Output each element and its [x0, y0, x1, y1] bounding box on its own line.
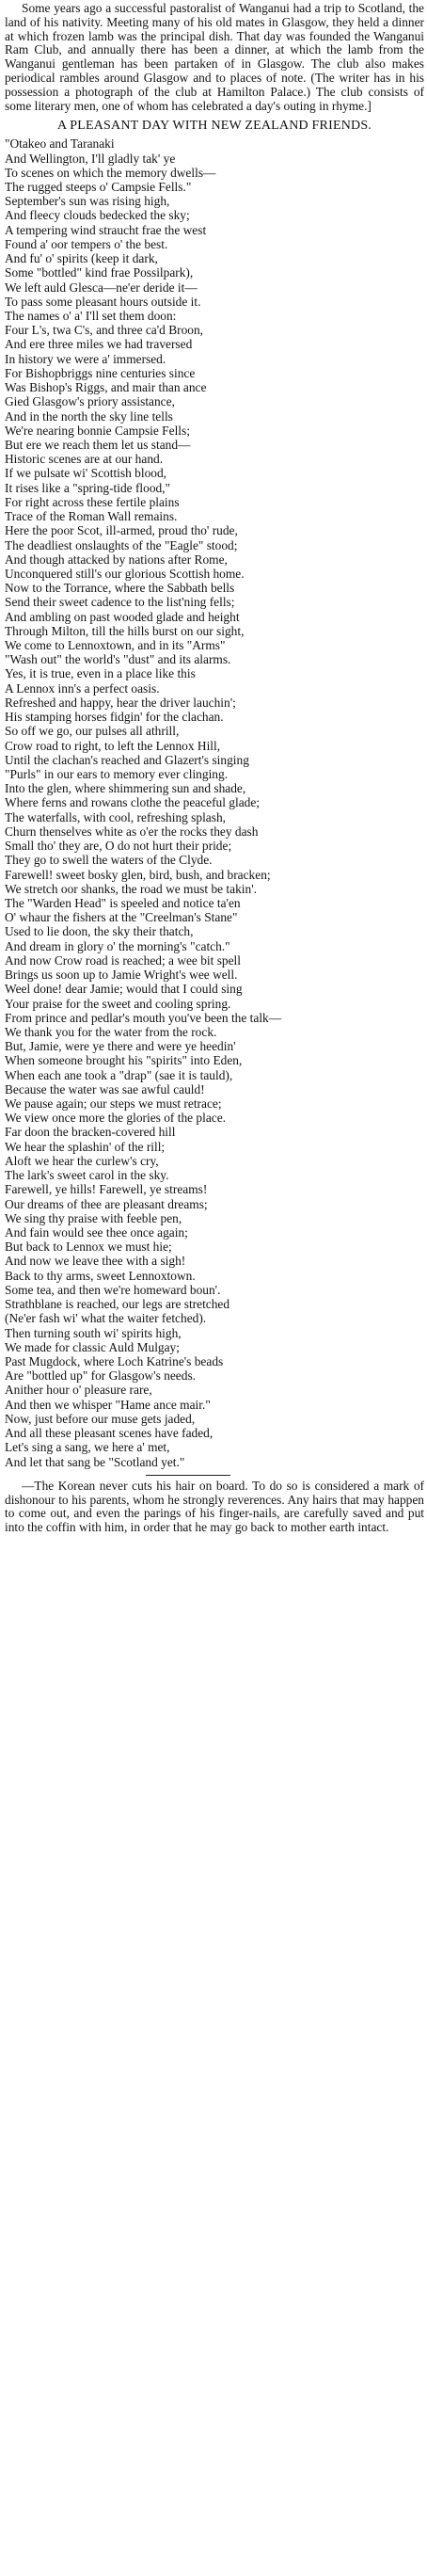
- poem-line: We thank you for the water from the rock.: [5, 1024, 217, 1039]
- poem-line: We stretch oor shanks, the road we must be takin'.: [5, 881, 257, 896]
- poem-line: They go to swell the waters of the Clyde.: [5, 853, 213, 868]
- poem-line: And though attacked by nations after Rome,: [5, 552, 228, 567]
- poem-line: The names o' a' I'll set them doon:: [5, 309, 177, 323]
- poem-line: Are "bottled up" for Glasgow's needs.: [5, 1368, 197, 1384]
- poem-line: Past Mugdock, where Loch Katrine's beads: [5, 1353, 224, 1368]
- poem-line: Farewell! sweet bosky glen, bird, bush, and bracken;: [5, 867, 271, 882]
- poem-line: Refreshed and happy, hear the driver lauchin';: [5, 695, 236, 710]
- poem-line: And fleecy clouds bedecked the sky;: [5, 208, 190, 223]
- poem-line: Far doon the bracken-covered hill: [5, 1125, 176, 1140]
- poem-line: "Purls" in our ears to memory ever clinging.: [5, 767, 229, 781]
- poem-line: We left auld Glesca—ne'er deride it—: [5, 280, 198, 295]
- poem-line: His stamping horses fidgin' for the clachan.: [5, 710, 224, 725]
- poem-line: We made for classic Auld Mulgay;: [5, 1339, 180, 1354]
- poem-line: The rugged steeps o' Campsie Fells.": [5, 180, 192, 195]
- poem-line: And Wellington, I'll gladly tak' ye: [5, 151, 176, 166]
- poem-line: To pass some pleasant hours outside it.: [5, 294, 201, 309]
- poem-line: And ambling on past wooded glade and height: [5, 609, 240, 624]
- poem-line: The deadliest onslaughts of the "Eagle" stood;: [5, 537, 238, 552]
- poem-line: Anither hour o' pleasure rare,: [5, 1383, 152, 1398]
- poem-line: We sing thy praise with feeble pen,: [5, 1210, 182, 1225]
- closing-paragraph: —The Korean never cuts his hair on board. To do so is considered a mark of dishonour to his parents, whom he strongly reverences. Any hairs that may happen to come out, and even the parings of his finger-nails, are carefully saved and put into the coffin with him, in order that he may go back to mother earth intact.: [5, 1478, 424, 1535]
- poem-line: A Lennox inn's a perfect oasis.: [5, 680, 160, 696]
- poem-line: And now Crow road is reached; a wee bit spell: [5, 952, 242, 968]
- poem-line: Because the water was sae awful cauld!: [5, 1081, 205, 1096]
- poem-line: Small tho' they are, O do not hurt their pride;: [5, 839, 232, 854]
- poem-line: "Wash out" the world's "dust" and its alarms.: [5, 652, 231, 667]
- poem-line: Now, just before our muse gets jaded,: [5, 1411, 196, 1426]
- poem-line: Churn thenselves white as o'er the rocks they dash: [5, 824, 259, 839]
- intro-paragraph: Some years ago a successful pastoralist of Wanganui had a trip to Scotland, the land of his nativity. Meeting many of his old mates in Glasgow, they held a dinner at which frozen lamb was the principal dish. That day was founded the Wanganui Ram Club, and annually there has been a dinner, at which the lamb from the Wanganui gentleman has been partaken of in Glasgow. The club also makes periodical rambles around Glasgow and to places of note. (The writer has in his possession a photograph of the club at Hamilton Palace.) The club consists of some literary men, one of whom has celebrated a day's outing in rhyme.]: [5, 1, 424, 113]
- poem-line: And now we leave thee with a sigh!: [5, 1254, 186, 1269]
- poem-line: September's sun was rising high,: [5, 194, 170, 209]
- poem-line: Historic scenes are at our hand.: [5, 452, 164, 467]
- poem-line: But ere we reach them let us stand—: [5, 437, 191, 452]
- poem-line: Some "bottled" kind frae Possilpark),: [5, 265, 194, 280]
- poem-line: When someone brought his "spirits" into Eden,: [5, 1053, 243, 1068]
- poem-line: Back to thy arms, sweet Lennoxtown.: [5, 1268, 196, 1283]
- poem-line: (Ne'er fash wi' what the waiter fetched).: [5, 1311, 207, 1326]
- poem-line: Was Bishop's Riggs, and mair than ance: [5, 380, 207, 395]
- poem-line: Some tea, and then we're homeward boun'.: [5, 1282, 221, 1297]
- poem-line: For Bishopbriggs nine centuries since: [5, 365, 196, 380]
- poem-line: Through Milton, till the hills burst on our sight,: [5, 623, 245, 638]
- poem-line: In history we were a' immersed.: [5, 351, 166, 366]
- poem-line: It rises like a "spring-tide flood,": [5, 480, 171, 495]
- poem-line: Found a' oor tempers o' the best.: [5, 236, 168, 251]
- newspaper-column: [5, 0, 424, 1535]
- poem-line: Your praise for the sweet and cooling spring.: [5, 996, 231, 1011]
- poem-body: [5, 136, 424, 1468]
- poem-line: The "Warden Head" is speeled and notice ta'en: [5, 895, 241, 910]
- poem-line: To scenes on which the memory dwells—: [5, 165, 216, 180]
- poem-line: Then turning south wi' spirits high,: [5, 1325, 182, 1340]
- poem-line: Now to the Torrance, where the Sabbath bells: [5, 581, 235, 596]
- poem-line: And dream in glory o' the morning's "catch.": [5, 938, 230, 953]
- poem-line: And all these pleasant scenes have faded,: [5, 1426, 214, 1441]
- poem-line: Crow road to right, to left the Lennox Hill,: [5, 738, 221, 753]
- poem-line: Four L's, twa C's, and three ca'd Broon,: [5, 323, 204, 338]
- poem-line: But, Jamie, were ye there and were ye heedin': [5, 1039, 236, 1054]
- poem-line: For right across these fertile plains: [5, 494, 180, 509]
- poem-line: From prince and pedlar's mouth you've been the talk—: [5, 1010, 282, 1025]
- poem-line: And fu' o' spirits (keep it dark,: [5, 251, 158, 266]
- poem-line: And in the north the sky line tells: [5, 408, 173, 424]
- poem-line: Where ferns and rowans clothe the peaceful glade;: [5, 795, 261, 810]
- poem-line: Aloft we hear the curlew's cry,: [5, 1153, 159, 1168]
- poem-line: Weel done! dear Jamie; would that I could sing: [5, 982, 243, 997]
- poem-line: We're nearing bonnie Campsie Fells;: [5, 423, 190, 438]
- poem-line: Here the poor Scot, ill-armed, proud tho' rude,: [5, 523, 238, 538]
- poem-line: Strathblane is reached, our legs are stretched: [5, 1297, 230, 1312]
- poem-line: The waterfalls, with cool, refreshing splash,: [5, 809, 227, 824]
- poem-line: And then we whisper "Hame ance mair.": [5, 1397, 211, 1412]
- poem-line: Farewell, ye hills! Farewell, ye streams!: [5, 1182, 208, 1197]
- poem-line: Into the glen, where shimmering sun and shade,: [5, 781, 246, 796]
- poem-line: And fain would see thee once again;: [5, 1225, 188, 1240]
- poem-line: A tempering wind straucht frae the west: [5, 222, 207, 237]
- poem-line: And ere three miles we had traversed: [5, 337, 193, 352]
- poem-line: Let's sing a sang, we here a' met,: [5, 1440, 170, 1455]
- poem-line: When each ane took a "drap" (sae it is tauld),: [5, 1067, 233, 1082]
- poem-line: We view once more the glories of the place.: [5, 1111, 227, 1126]
- poem-line: Yes, it is true, even in a place like this: [5, 666, 196, 681]
- poem-line: So off we go, our pulses all athrill,: [5, 724, 180, 739]
- poem-line: We come to Lennoxtown, and in its "Arms": [5, 638, 226, 653]
- poem-line: Our dreams of thee are pleasant dreams;: [5, 1196, 208, 1211]
- poem-heading: A PLEASANT DAY WITH NEW ZEALAND FRIENDS.: [56, 119, 372, 134]
- poem-line: If we pulsate wi' Scottish blood,: [5, 466, 167, 481]
- poem-line: Until the clachan's reached and Glazert's singing: [5, 752, 249, 767]
- poem-line: The lark's sweet carol in the sky.: [5, 1168, 169, 1183]
- poem-line: Gied Glasgow's priory assistance,: [5, 394, 175, 409]
- poem-line: O' whaur the fishers at the "Creelman's Stane": [5, 910, 238, 925]
- poem-line: Used to lie doon, the sky their thatch,: [5, 924, 194, 939]
- poem-line: Send their sweet cadence to the list'ning fells;: [5, 595, 235, 610]
- poem-line: Unconquered still's our glorious Scottish home.: [5, 566, 245, 581]
- section-divider: [146, 1475, 230, 1476]
- poem-line: And let that sang be "Scotland yet.": [5, 1454, 185, 1469]
- poem-line: Brings us soon up to Jamie Wright's wee well.: [5, 968, 238, 983]
- poem-line: We hear the splashin' of the rill;: [5, 1139, 166, 1154]
- poem-line: Trace of the Roman Wall remains.: [5, 509, 178, 524]
- poem-line: "Otakeo and Taranaki: [5, 136, 115, 152]
- poem-line: We pause again; our steps we must retrace;: [5, 1096, 222, 1112]
- poem-line: But back to Lennox we must hie;: [5, 1240, 172, 1255]
